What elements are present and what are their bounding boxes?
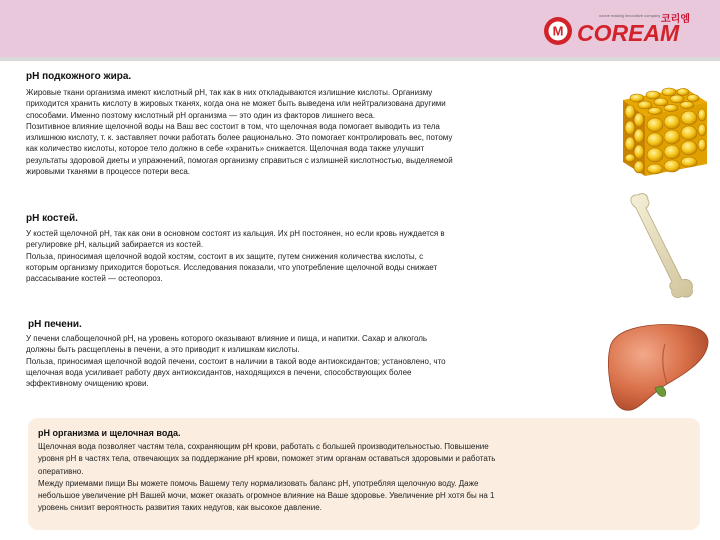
logo-tagline: ozone making innovative company [599, 13, 661, 18]
coream-logo [543, 10, 713, 48]
bone-icon [622, 192, 697, 300]
logo-mark-letter: M [552, 23, 564, 39]
summary-title: pH организма и щелочная вода. [38, 428, 181, 438]
liver-icon [605, 318, 713, 413]
section-title: pH печени. [28, 319, 82, 330]
header-divider [0, 57, 720, 61]
section-text: У печени слабощелочной pH, на уровень которого оказывают влияние и пища, и напитки. Сахар и алкоголь должны быть расщеплены в печени, а это приводит к излишкам кислоты. Польза, приносимая щелочной водой печени, состоит в наличии в такой воде антиоксидантов; установлено, что щелочная вода усиливает работу двух антиоксидантов, находящихся в печени, способствующих более эффективному очищению крови. [26, 334, 446, 389]
section-bone-ph [26, 212, 601, 284]
fat-tissue-cube-icon [615, 78, 710, 178]
summary-box [28, 418, 700, 530]
section-title: pH подкожного жира. [26, 71, 132, 82]
coream-logo-mark-icon [543, 16, 573, 46]
section-title: pH костей. [26, 213, 78, 224]
section-text: У костей щелочной pH, так как они в основном состоят из кальция. Их pH постоянен, но если кровь нуждается в регулировке pH, кальций забирается из костей. Польза, приносимая щелочной водой костям, состоит в их защите, путем снижения количества кислоты, с которым организму приходится бороться. Исследования показали, что употребление щелочной воды снижает рассасывание костей — остеопороз. [26, 229, 445, 284]
section-liver-ph [26, 318, 606, 389]
section-text: Жировые ткани организма имеют кислотный pH, так как в них откладываются излишние кислоты. Организму приходится хранить кислоту в жировых тканях, когда она не может быть выведена или нейтрализована другими способами. Именно поэтому кислотный pH организма — это один из факторов лишнего веса. Позитивное влияние щелочной воды на Ваш вес состоит в том, что щелочная вода помогает выводить из тела излишнюю кислоту, т. к. заставляет почки работать более рационально. Это помогает контролировать вес, потому как количество кислоты, которое тело должно в себе «хранить» снижается. Щелочная вода также улучшит результаты здоровой диеты и упражнений, помогая организму справиться с излишней кислотностью, выделяемой жировыми тканями в процессе потери веса. [26, 88, 453, 177]
logo-korean-name: 코리엠 [661, 14, 690, 25]
section-fat-ph [26, 70, 618, 177]
summary-text: Щелочная вода позволяет частям тела, сохраняющим pH крови, работать с большей производительностью. Повышение уровня pH в частях тела, отвечающих за поддержание pH крови, поможет этим органам оставаться здоровыми и работать оперативно. Между приемами пищи Вы можете помочь Вашему телу нормализовать баланс pH, употребляя щелочную воду. Даже небольшое увеличение pH Вашей мочи, может оказать огромное влияние на Ваше здоровье. Увеличение pH хотя бы на 1 уровень снизит вероятность развития таких недугов, как высокое давление. [38, 442, 496, 513]
logo-wordmark: COREAM [577, 20, 680, 46]
